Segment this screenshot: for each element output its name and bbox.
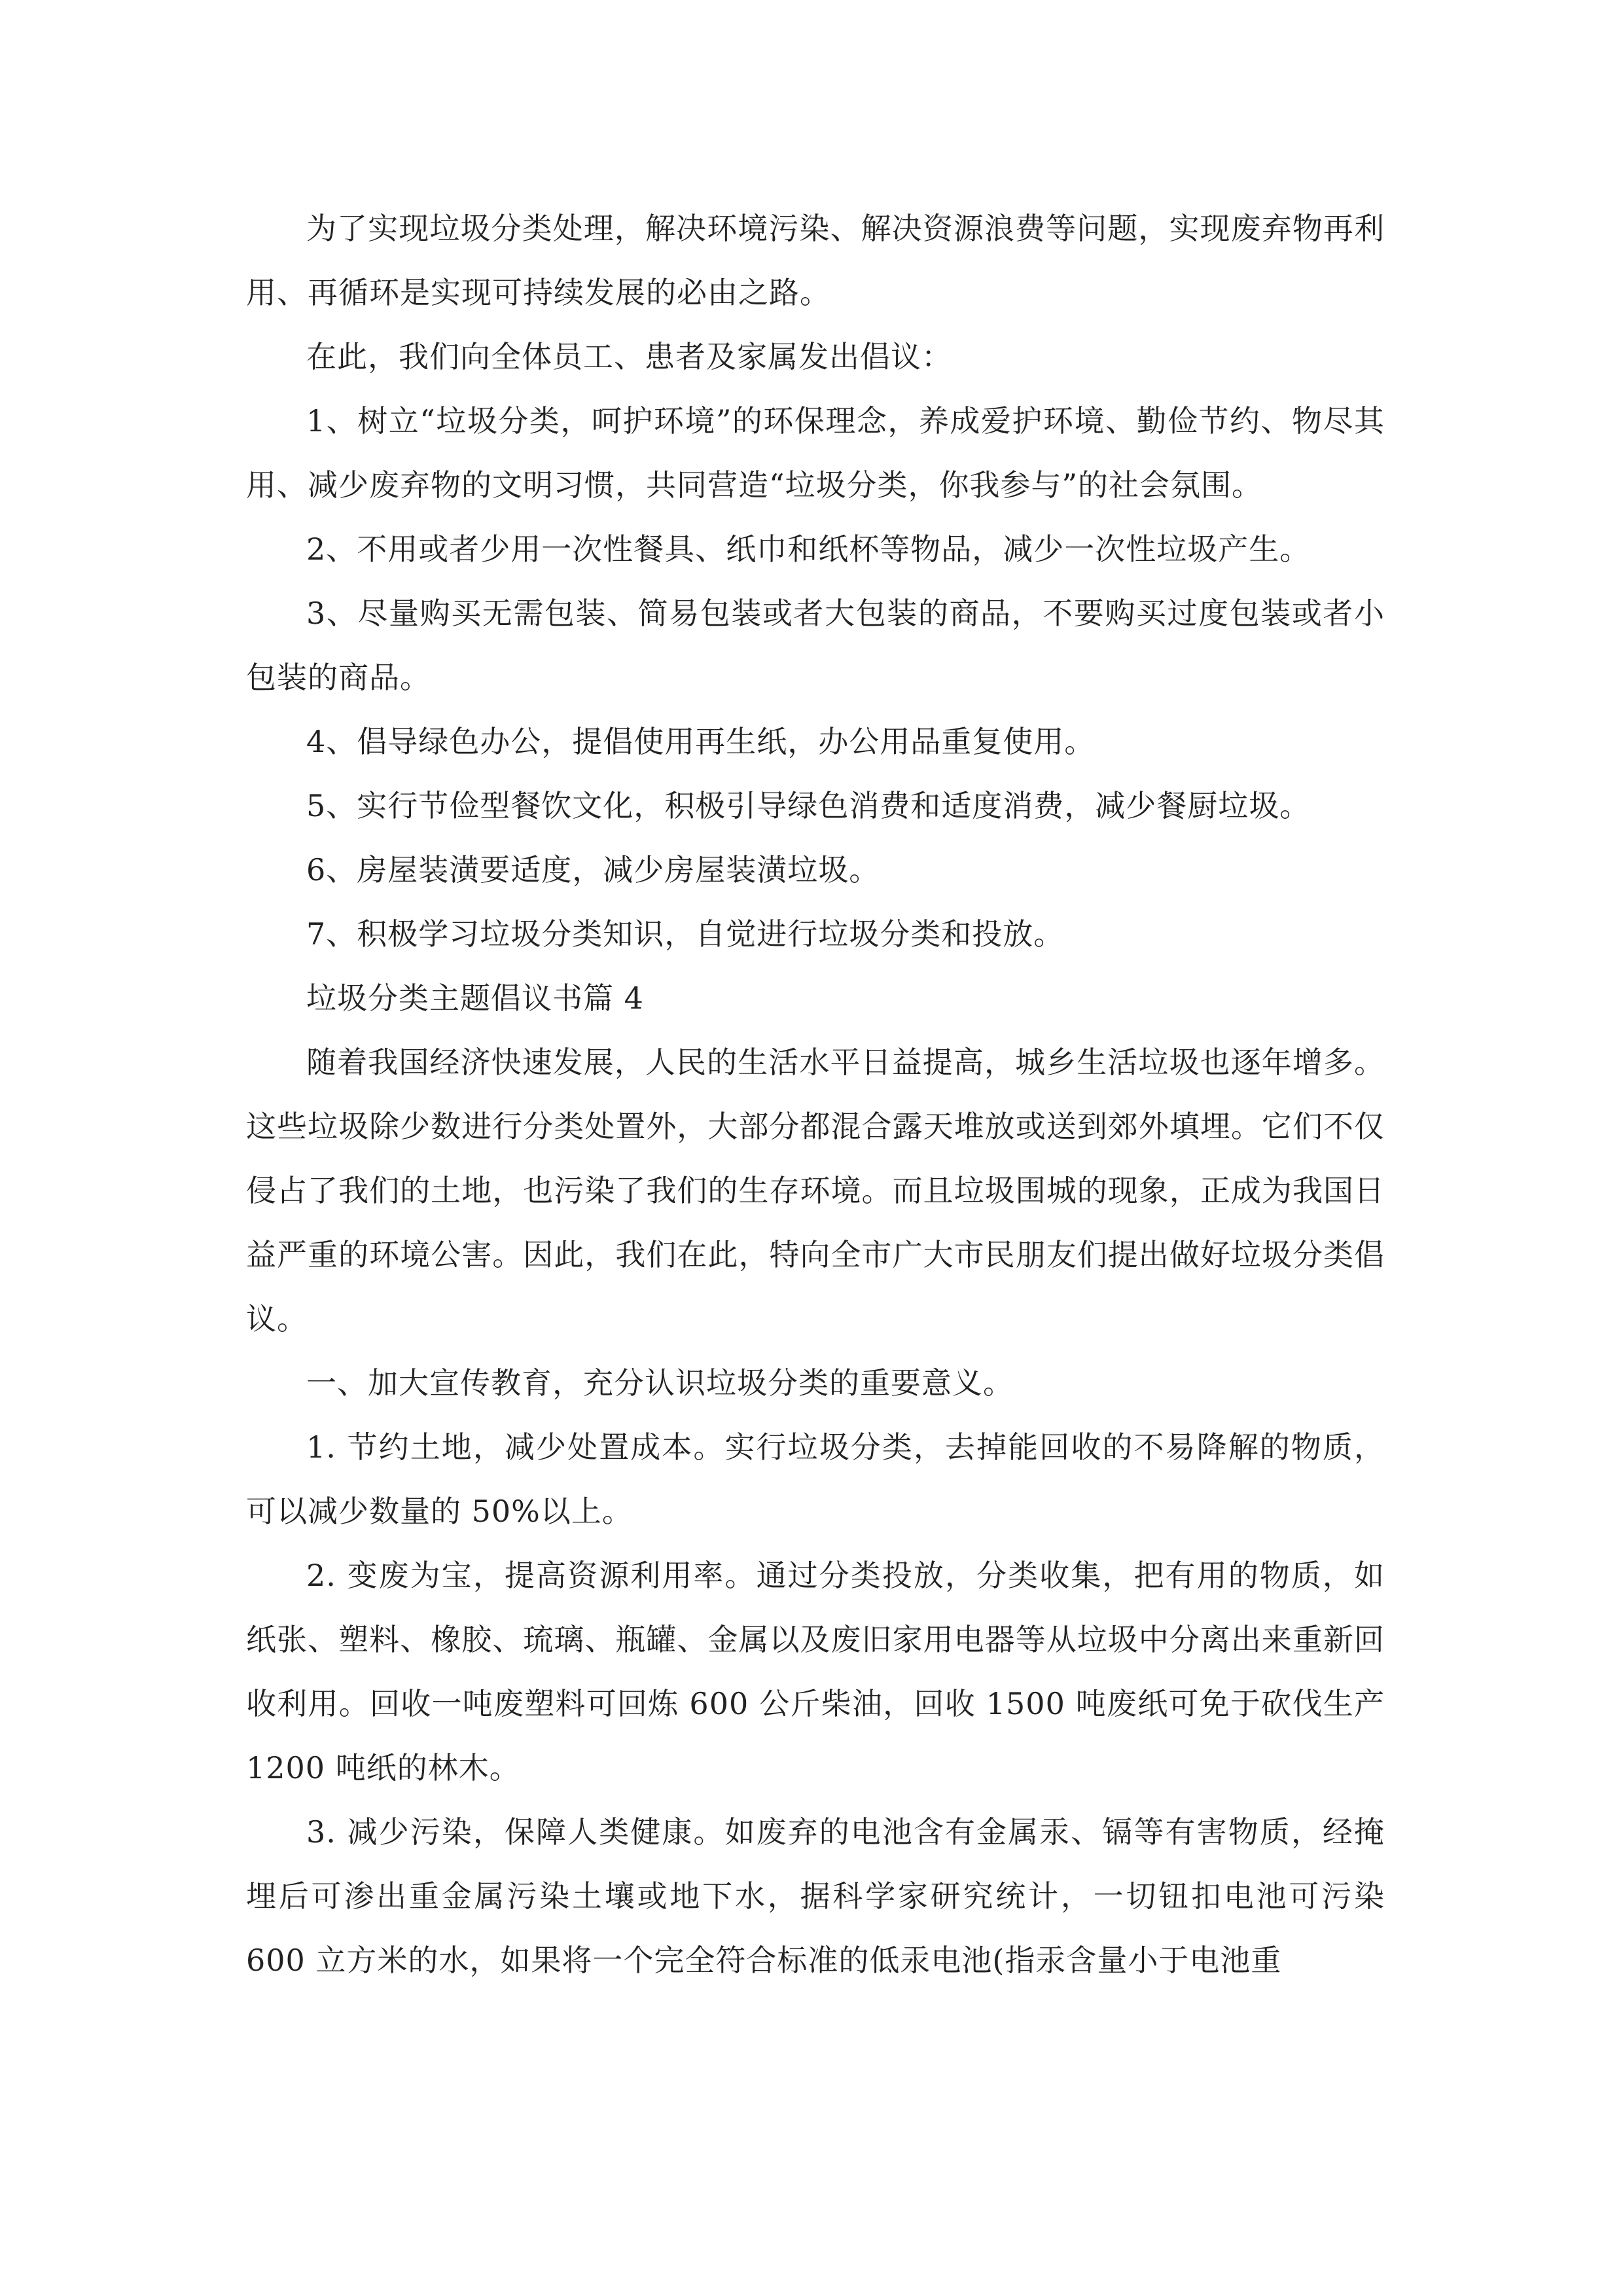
paragraph-item-7: 7、积极学习垃圾分类知识，自觉进行垃圾分类和投放。	[306, 916, 1065, 952]
paragraph-background: 随着我国经济快速发展，人民的生活水平日益提高，城乡生活垃圾也逐年增多。这些垃圾除少数进行分类处置外，大部分都混合露天堆放或送到郊外填埋。它们不仅侵占了我们的土地，也污染了我们的生存环境。而且垃圾围城的现象，正成为我国日益严重的环境公害。因此，我们在此，特向全市广大市民朋友们提出做好垃圾分类倡议。	[246, 1045, 1385, 1336]
paragraph-item-6: 6、房屋装潢要适度，减少房屋装潢垃圾。	[306, 852, 880, 888]
paragraph-item-3: 3、尽量购买无需包装、简易包装或者大包装的商品，不要购买过度包装或者小包装的商品。	[246, 596, 1385, 695]
paragraph-item-1: 1、树立“垃圾分类，呵护环境”的环保理念，养成爱护环境、勤俭节约、物尽其用、减少废弃物的文明习惯，共同营造“垃圾分类，你我参与”的社会氛围。	[246, 403, 1385, 503]
document-body	[246, 196, 1385, 1992]
paragraph-sub-1: 1. 节约土地，减少处置成本。实行垃圾分类，去掉能回收的不易降解的物质，可以减少数量的 50%以上。	[246, 1429, 1385, 1529]
paragraph-proposal-lead: 在此，我们向全体员工、患者及家属发出倡议：	[306, 339, 952, 374]
paragraph-item-5: 5、实行节俭型餐饮文化，积极引导绿色消费和适度消费，减少餐厨垃圾。	[306, 788, 1311, 823]
paragraph-point-one: 一、加大宣传教育，充分认识垃圾分类的重要意义。	[306, 1365, 1014, 1401]
paragraph-sub-3: 3. 减少污染，保障人类健康。如废弃的电池含有金属汞、镉等有害物质，经掩埋后可渗出重金属污染土壤或地下水，据科学家研究统计，一切钮扣电池可污染 600 立方米的水，如果将一个完全符合标准的低汞电池(指汞含量小于电池重	[246, 1814, 1385, 1978]
paragraph-intro: 为了实现垃圾分类处理，解决环境污染、解决资源浪费等问题，实现废弃物再利用、再循环是实现可持续发展的必由之路。	[246, 211, 1385, 310]
paragraph-sub-2: 2. 变废为宝，提高资源利用率。通过分类投放，分类收集，把有用的物质，如纸张、塑料、橡胶、琉璃、瓶罐、金属以及废旧家用电器等从垃圾中分离出来重新回收利用。回收一吨废塑料可回炼 600 公斤柴油，回收 1500 吨废纸可免于砍伐生产 1200 吨纸的林木。	[246, 1558, 1385, 1785]
section-heading: 垃圾分类主题倡议书篇 4	[306, 980, 644, 1016]
paragraph-item-2: 2、不用或者少用一次性餐具、纸巾和纸杯等物品，减少一次性垃圾产生。	[306, 531, 1311, 567]
paragraph-item-4: 4、倡导绿色办公，提倡使用再生纸，办公用品重复使用。	[306, 724, 1096, 759]
